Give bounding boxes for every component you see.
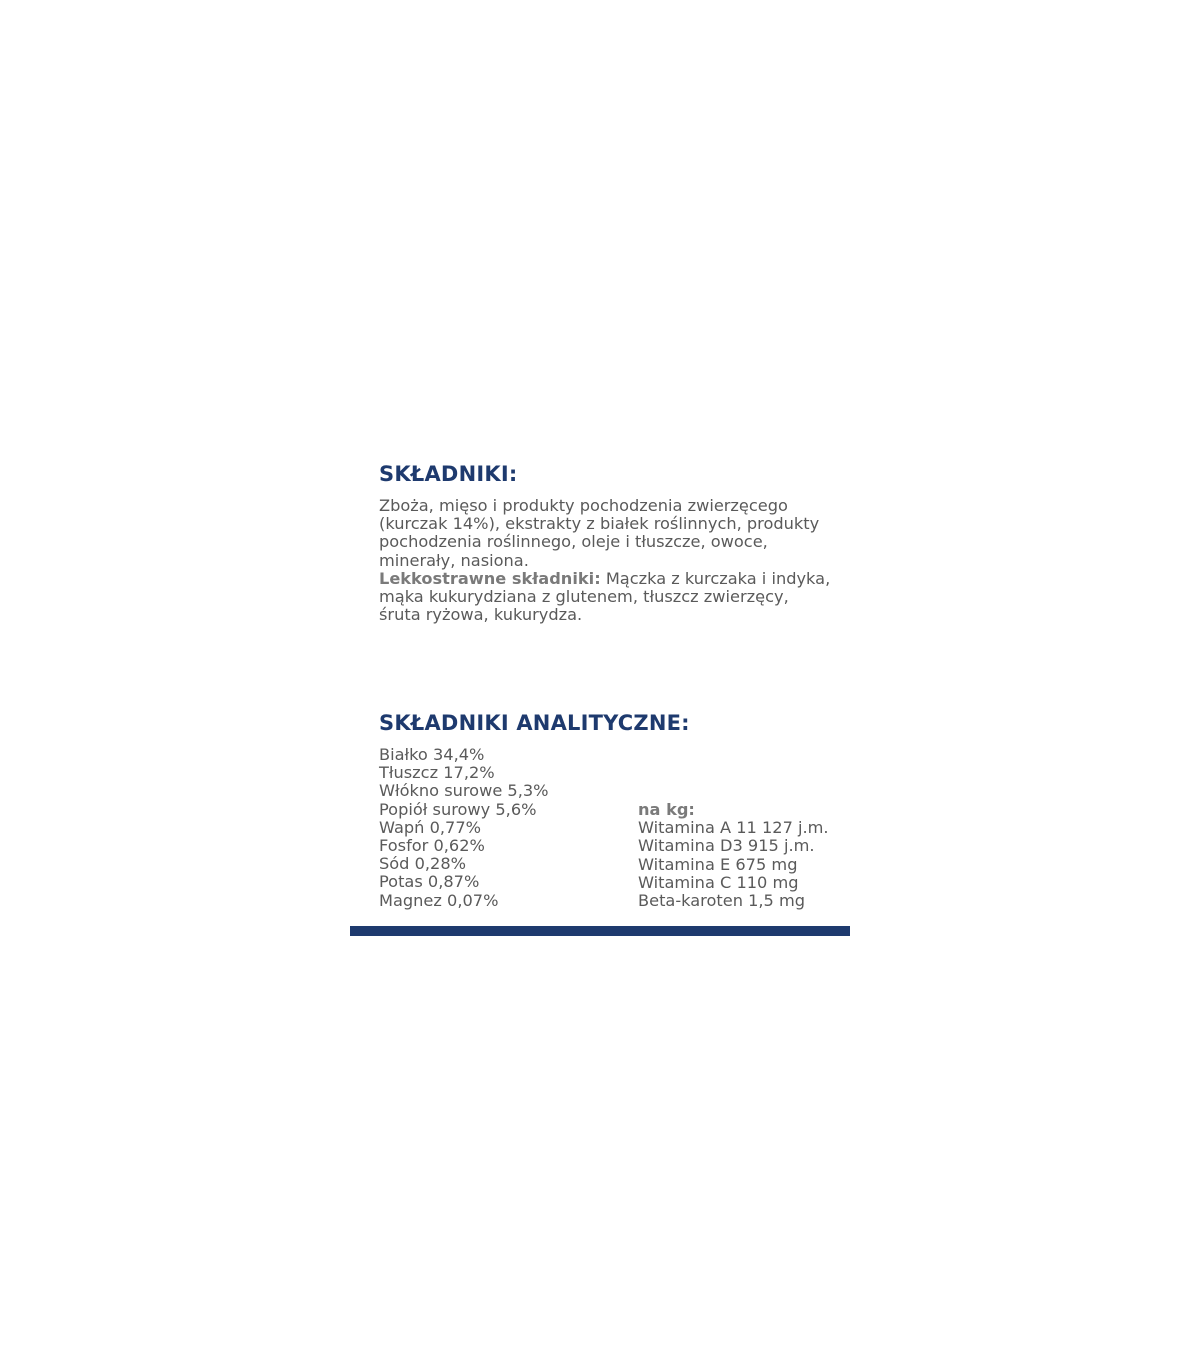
ingredients-line: (kurczak 14%), ekstrakty z białek roślinnych, produkty (379, 514, 820, 534)
analytical-item: Wapń 0,77% (379, 817, 481, 837)
analytical-list (379, 746, 549, 910)
analytical-item: Tłuszcz 17,2% (379, 763, 495, 783)
ingredients-line: Zboża, mięso i produkty pochodzenia zwierzęcego (379, 496, 788, 515)
analytical-item: Potas 0,87% (379, 872, 480, 892)
analytical-item: Magnez 0,07% (379, 890, 499, 910)
ingredients-text (379, 497, 849, 624)
analytical-item: Popiół surowy 5,6% (379, 799, 537, 819)
analytical-item: Fosfor 0,62% (379, 835, 485, 855)
digestible-line: mąka kukurydziana z glutenem, tłuszcz zwierzęcy, (379, 587, 789, 607)
ingredients-heading: SKŁADNIKI: (379, 462, 518, 486)
ingredients-line: pochodzenia roślinnego, oleje i tłuszcze, owoce, (379, 532, 768, 552)
vitamin-item: Witamina D3 915 j.m. (638, 836, 815, 856)
vitamin-list (638, 801, 829, 910)
ingredients-line: minerały, nasiona. (379, 550, 529, 570)
bottom-divider-bar (350, 926, 850, 936)
vitamin-item: Witamina E 675 mg (638, 854, 798, 874)
vitamin-item: Beta-karoten 1,5 mg (638, 890, 806, 910)
digestible-line: śruta ryżowa, kukurydza. (379, 605, 583, 625)
analytical-item: Sód 0,28% (379, 854, 467, 874)
analytical-heading: SKŁADNIKI ANALITYCZNE: (379, 711, 690, 735)
vitamin-item: Witamina C 110 mg (638, 872, 799, 892)
digestible-label: Lekkostrawne składniki: (379, 568, 601, 588)
digestible-line: Mączka z kurczaka i indyka, (600, 568, 831, 588)
analytical-item: Białko 34,4% (379, 745, 485, 764)
per-kg-label: na kg: (638, 800, 695, 819)
vitamin-item: Witamina A 11 127 j.m. (638, 818, 829, 838)
analytical-item: Włókno surowe 5,3% (379, 781, 549, 801)
ingredients-paragraph (379, 497, 849, 624)
